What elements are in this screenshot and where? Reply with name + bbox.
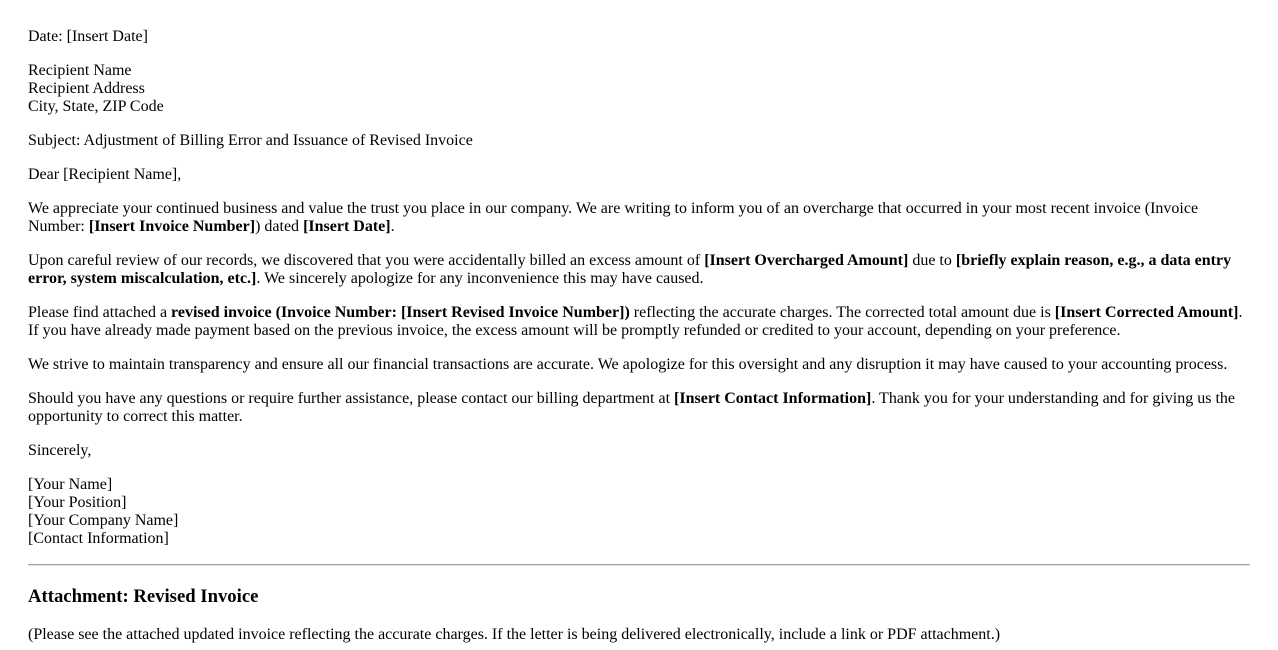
salutation: Dear [Recipient Name], (28, 166, 182, 183)
recipient-city-state-zip: City, State, ZIP Code (28, 98, 164, 115)
date-line: Date: [Insert Date] (28, 28, 148, 45)
paragraph-overcharge-notice (28, 200, 1250, 236)
paragraph-contact (28, 390, 1250, 426)
attachment-heading: Attachment: Revised Invoice (28, 586, 259, 607)
invoice-number-placeholder: [Insert Invoice Number] (88, 218, 256, 235)
paragraph-review-findings (28, 252, 1250, 288)
reason-placeholder: [briefly explain reason, e.g., a data entry error, system miscalculation, etc.] (28, 252, 1232, 287)
invoice-date-placeholder: [Insert Date] (303, 218, 391, 235)
signature-contact: [Contact Information] (28, 530, 169, 547)
subject-line: Subject: Adjustment of Billing Error and Issuance of Revised Invoice (28, 132, 473, 149)
signature-block (28, 476, 1250, 548)
signature-position: [Your Position] (28, 494, 127, 511)
paragraph-text: . (390, 218, 395, 235)
signature-company: [Your Company Name] (28, 512, 179, 529)
recipient-name: Recipient Name (28, 62, 132, 79)
corrected-amount-placeholder: [Insert Corrected Amount] (1054, 304, 1239, 321)
paragraph-text: Upon careful review of our records, we discovered that you were accidentally billed an excess amount of (28, 252, 705, 269)
paragraph-text: . We sincerely apologize for any inconvenience this may have caused. (256, 270, 704, 287)
paragraph-text: ) dated (255, 218, 304, 235)
revised-invoice-placeholder: revised invoice (Invoice Number: [Insert Revised Invoice Number]) (171, 304, 630, 321)
paragraph-text: Should you have any questions or require further assistance, please contact our billing department at (28, 390, 675, 407)
paragraph-text: due to (908, 252, 956, 269)
paragraph-text: reflecting the accurate charges. The corrected total amount due is (629, 304, 1055, 321)
paragraph-text: . Thank you for your understanding and for giving us the opportunity to correct this matter. (28, 390, 1235, 425)
contact-information-placeholder: [Insert Contact Information] (674, 390, 872, 407)
paragraph-revised-invoice (28, 304, 1250, 340)
closing: Sincerely, (28, 442, 92, 459)
section-divider (28, 564, 1250, 566)
signature-name: [Your Name] (28, 476, 113, 493)
attachment-note: (Please see the attached updated invoice reflecting the accurate charges. If the letter is being delivered electronically, include a link or PDF attachment.) (28, 626, 1001, 643)
paragraph-text: Please find attached a (28, 304, 172, 321)
paragraph-transparency: We strive to maintain transparency and ensure all our financial transactions are accurate. We apologize for this oversight and any disruption it may have caused to your accounting process. (28, 356, 1228, 373)
paragraph-text: . If you have already made payment based on the previous invoice, the excess amount will be promptly refunded or credited to your account, depending on your preference. (28, 304, 1243, 339)
overcharged-amount-placeholder: [Insert Overcharged Amount] (704, 252, 909, 269)
recipient-address: Recipient Address (28, 80, 145, 97)
recipient-address-block (28, 62, 1250, 116)
paragraph-text: We appreciate your continued business and value the trust you place in our company. We are writing to inform you of an overcharge that occurred in your most recent invoice (Invoice Number: (28, 200, 1199, 235)
